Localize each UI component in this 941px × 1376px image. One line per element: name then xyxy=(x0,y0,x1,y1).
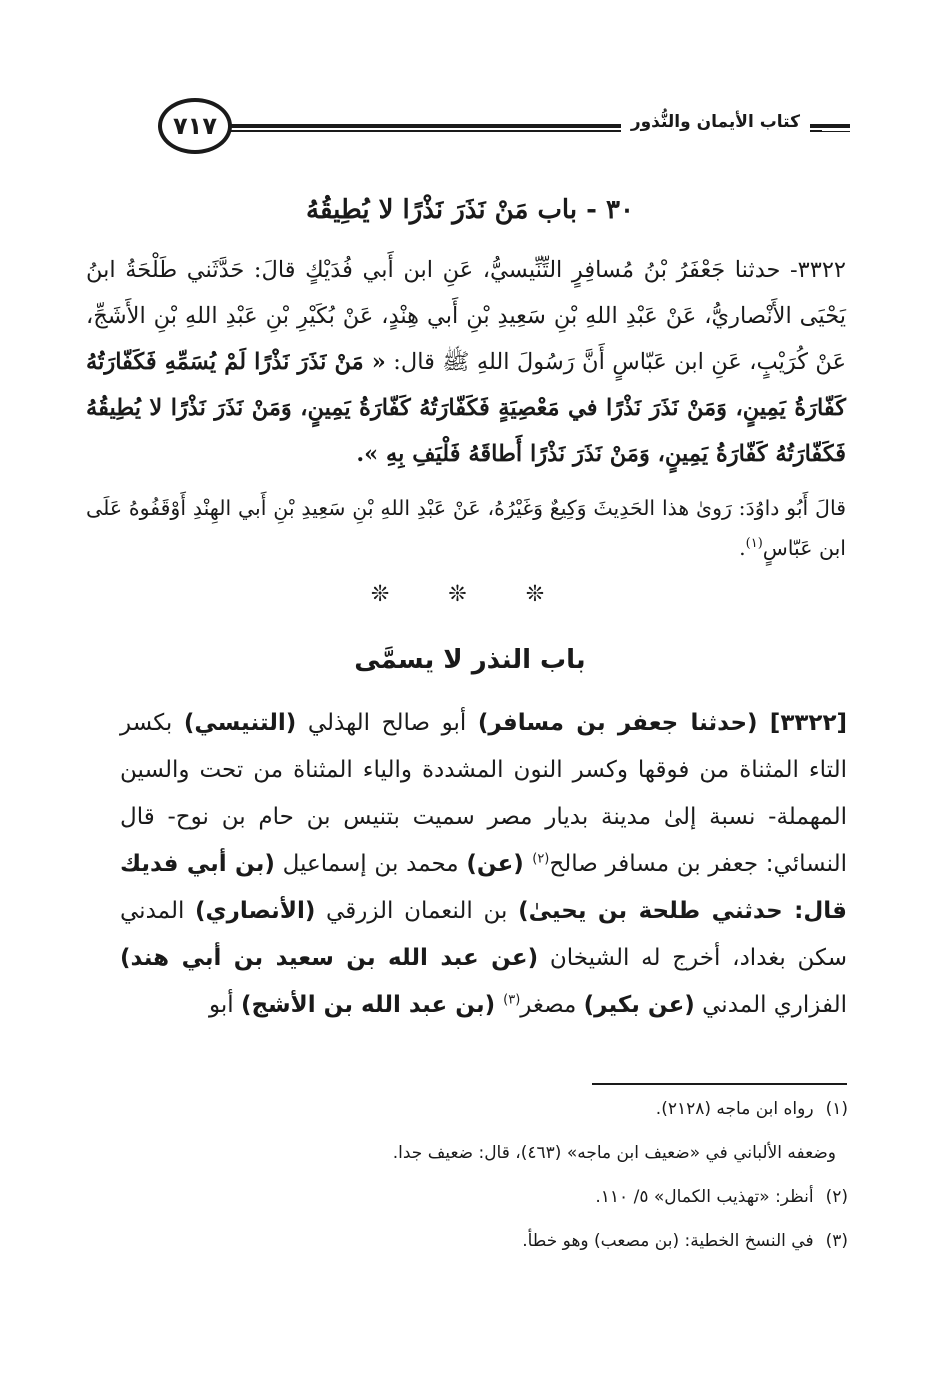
footnote-text: أنظر: «تهذيب الكمال» ٥/ ١١٠. xyxy=(595,1187,814,1207)
abu-dawud-note xyxy=(86,488,846,568)
footnote-number: (٣) xyxy=(825,1231,848,1251)
footnote-item xyxy=(150,1230,848,1252)
commentary-bold: (بن أبي فديك قال: حدثني طلحة بن يحيىٰ) xyxy=(120,851,847,924)
commentary-bold: (بن عبد الله بن الأشج) xyxy=(240,992,504,1018)
footnote-number: (٢) xyxy=(825,1187,848,1207)
commentary-run: أبو صالح الهذلي xyxy=(296,710,478,736)
section-separator: ❊ ❊ ❊ xyxy=(370,582,571,607)
commentary-heading: باب النذر لا يسمَّى xyxy=(354,645,586,675)
footnote-text: في النسخ الخطية: (بن مصعب) وهو خطأ. xyxy=(522,1231,814,1251)
header-ornament-dash xyxy=(822,122,850,131)
abu-dawud-text: قالَ أَبُو داوُدَ: رَوىٰ هذا الحَدِيثَ وَكِيعٌ وَغَيْرُهُ، عَنْ عَبْدِ اللهِ بْنِ سَعِيدِ بْنِ أَبي الهِنْدِ أَوْقَفُوهُ عَلَى ابن عَبّاسٍ xyxy=(86,496,846,560)
footnote-divider xyxy=(592,1083,847,1085)
footnotes xyxy=(150,1098,848,1274)
commentary-run: الفزاري المدني xyxy=(694,992,847,1018)
footnote-ref-1: (١) xyxy=(745,536,763,552)
page-number-frame xyxy=(158,98,232,154)
footnote-number: (١) xyxy=(825,1099,848,1119)
commentary-run: محمد بن إسماعيل xyxy=(274,851,467,877)
commentary-run: بن النعمان الزرقي xyxy=(315,898,519,924)
abu-dawud-end: . xyxy=(739,536,746,560)
commentary-bold: (عن عبد الله بن سعيد بن أبي هند) xyxy=(120,945,539,971)
commentary-bold: (عن) xyxy=(466,851,533,877)
footnote-item xyxy=(150,1186,848,1208)
running-header xyxy=(120,96,850,166)
commentary-bold: [٣٣٢٢] (حدثنا جعفر بن مسافر) xyxy=(477,710,847,736)
footnote-text: رواه ابن ماجه (٢١٢٨). xyxy=(655,1099,814,1119)
hadith-isnad: ٣٣٢٢- حدثنا جَعْفَرُ بْنُ مُسافِرٍ التِّنِّيسيُّ، عَنِ ابن أَبي فُدَيْكٍ قالَ: حَدَّثَني طَلْحَةُ ابنُ يَحْيَى الأَنْصاريُّ، عَنْ عَبْدِ اللهِ بْنِ سَعِيدِ بْنِ أَبي هِنْدٍ، عَنْ بُكَيْرِ بْنِ عَبْدِ اللهِ بْنِ الأَشَجِّ، عَنْ كُرَيْبٍ، عَنِ ابن عَبّاسٍ أَنَّ رَسُولَ اللهِ ﷺ قال: xyxy=(86,257,846,375)
commentary-run: مصغر xyxy=(520,992,584,1018)
commentary-run: أبو xyxy=(208,992,241,1018)
commentary-bold: (الأنصاري) xyxy=(195,898,316,924)
footnote-ref-3: (٣) xyxy=(503,992,521,1008)
hadith-text xyxy=(86,247,846,477)
footnote-item xyxy=(150,1142,848,1164)
commentary-bold: (عن بكير) xyxy=(583,992,695,1018)
commentary-run: المدني سكن بغداد، أخرج له الشيخان xyxy=(120,898,847,971)
footnote-ref-2: (٢) xyxy=(532,851,550,867)
hadith-matn: « مَنْ نَذَرَ نَذْرًا لَمْ يُسَمِّهِ فَكَفّارَتُهُ كَفّارَةُ يَمِينٍ، وَمَنْ نَذَرَ نَذْرًا في مَعْصِيَةٍ فَكَفّارَتُهُ كَفّارَةُ يَمِينٍ، وَمَنْ نَذَرَ نَذْرًا لا يُطِيقُهُ فَكَفّارَتُهُ كَفّارَةُ يَمِينٍ، وَمَنْ نَذَرَ نَذْرًا أَطاقَهُ فَلْيَفِ بِهِ ». xyxy=(86,349,846,467)
book-title: كتاب الأيمان والنُّذور xyxy=(621,110,810,134)
chapter-heading: ٣٠ - باب مَنْ نَذَرَ نَذْرًا لا يُطِيقُهُ xyxy=(306,195,634,225)
page-number: ٧١٧ xyxy=(173,112,217,140)
footnote-item xyxy=(150,1098,848,1120)
commentary-run: بكسر التاء المثناة من فوقها وكسر النون المشددة والياء المثناة من تحت والسين المهملة- نسبة إلىٰ مدينة بديار مصر سميت بتنيس بن حام بن نوح- قال النسائي: جعفر بن مسافر صالح xyxy=(120,710,847,877)
commentary-bold: (التنيسي) xyxy=(183,710,297,736)
footnote-text: وضعفه الألباني في «ضعيف ابن ماجه» (٤٦٣)، قال: ضعيف جدا. xyxy=(392,1143,836,1163)
commentary-text xyxy=(120,700,847,1029)
